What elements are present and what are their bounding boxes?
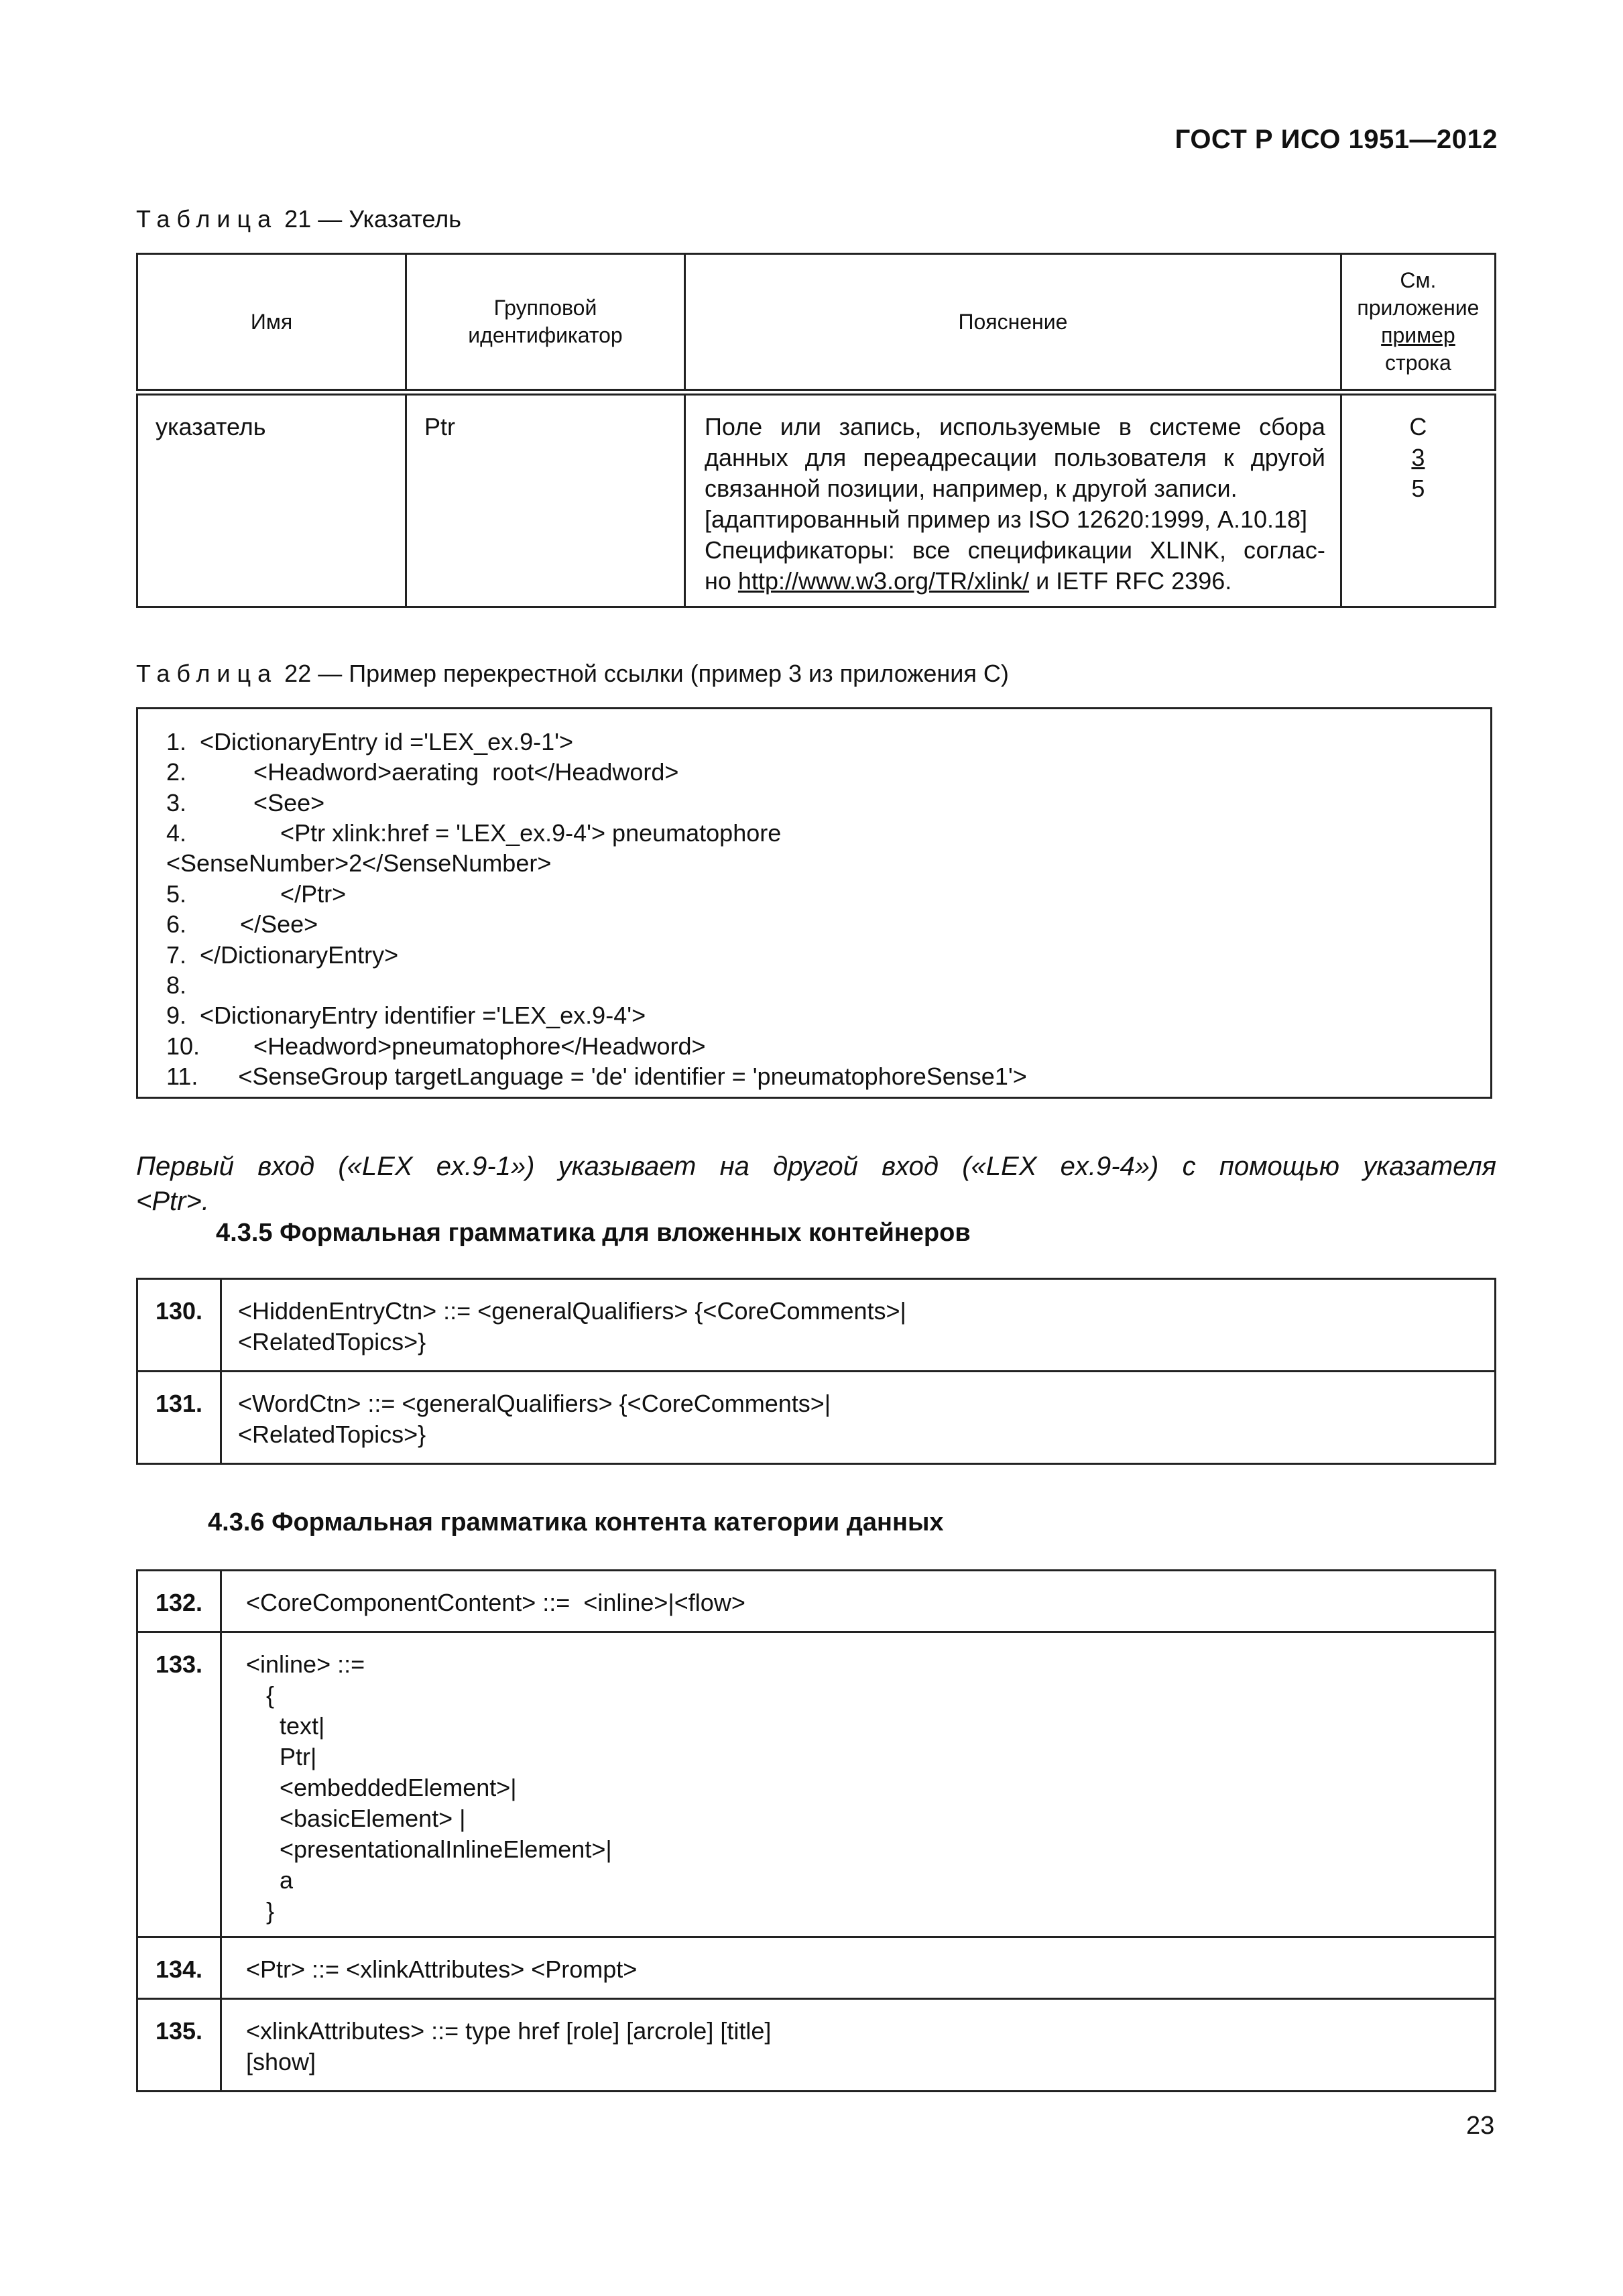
table-row xyxy=(137,392,1496,607)
section-heading-435: 4.3.5 Формальная грамматика для вложенных контейнеров xyxy=(216,1219,971,1247)
table-row xyxy=(137,1999,1496,2092)
explanation-line-last xyxy=(705,566,1325,597)
code-line: 7. </DictionaryEntry> xyxy=(166,941,399,969)
rule-number: 131. xyxy=(137,1372,221,1464)
table-row xyxy=(137,1279,1496,1372)
table21-cell-group-id: Ptr xyxy=(406,392,684,607)
grammar-table-435 xyxy=(136,1278,1496,1465)
explanation-line: [адаптированный пример из ISO 12620:1999, А.10.18] xyxy=(705,505,1308,533)
table21-col-see-4: строка xyxy=(1385,351,1451,375)
code-line: 10. <Headword>pneumatophore</Headword> xyxy=(166,1032,706,1060)
code-line: 8. xyxy=(166,971,187,999)
rule-number: 130. xyxy=(137,1279,221,1372)
rule-text: <inline> ::= { text| Ptr| <embeddedElement>| <basicElement> | <presentationalInlineElement>| a } xyxy=(221,1632,1496,1937)
table21-col-name: Имя xyxy=(137,254,406,393)
table-row xyxy=(137,1937,1496,1999)
section-heading-436: 4.3.6 Формальная грамматика контента категории данных xyxy=(208,1508,944,1536)
code-line: 5. </Ptr> xyxy=(166,880,347,908)
table-row xyxy=(137,1632,1496,1937)
table21-caption xyxy=(136,205,461,233)
explanation-line: связанной позиции, например, к другой записи. xyxy=(705,475,1238,502)
explanation-line: Спецификаторы: все спецификации XLINK, соглас- xyxy=(705,536,1325,564)
rule-number: 134. xyxy=(137,1937,221,1999)
table21 xyxy=(136,253,1496,608)
table21-caption-word: Таблица xyxy=(136,205,278,233)
table21-col-group-id-text: Групповой идентификатор xyxy=(468,296,623,347)
rule-text: <xlinkAttributes> ::= type href [role] [arcrole] [title] [show] xyxy=(221,1999,1496,2092)
table21-cell-name: указатель xyxy=(137,392,406,607)
paragraph-line-2: <Ptr>. xyxy=(136,1187,209,1216)
table21-col-see-3: пример xyxy=(1381,323,1455,347)
code-line: 9. <DictionaryEntry identifier ='LEX_ex.9-4'> xyxy=(166,1002,646,1029)
code-line: 2. <Headword>aerating root</Headword> xyxy=(166,758,679,786)
rule-text: <Ptr> ::= <xlinkAttributes> <Prompt> xyxy=(221,1937,1496,1999)
ref-example: 3 xyxy=(1411,444,1425,471)
table22-code-box xyxy=(136,707,1492,1099)
table21-header-row xyxy=(137,254,1496,393)
code-line: 1. <DictionaryEntry id ='LEX_ex.9-1'> xyxy=(166,728,574,756)
rule-text: <HiddenEntryCtn> ::= <generalQualifiers> {<CoreComments>| <RelatedTopics>} xyxy=(221,1279,1496,1372)
xlink-url-link[interactable]: http://www.w3.org/TR/xlink/ xyxy=(737,567,1030,595)
table22-caption xyxy=(136,660,1009,688)
ref-line: 5 xyxy=(1411,475,1425,502)
table-row xyxy=(137,1372,1496,1464)
explanation-suffix: и IETF RFC 2396. xyxy=(1029,567,1232,595)
rule-number: 135. xyxy=(137,1999,221,2092)
document-header: ГОСТ Р ИСО 1951—2012 xyxy=(1175,125,1498,154)
code-line: 4. <Ptr xlink:href = 'LEX_ex.9-4'> pneumatophore xyxy=(166,819,782,847)
explanation-prefix: но xyxy=(705,567,738,595)
table21-caption-text: 21 — Указатель xyxy=(284,205,462,233)
paragraph-line-1: Первый вход («LEX ex.9-1») указывает на другой вход («LEX ex.9-4») с помощью указателя xyxy=(136,1152,1496,1181)
table21-col-group-id xyxy=(406,254,684,393)
ref-annex: C xyxy=(1409,413,1427,440)
grammar-table-436 xyxy=(136,1569,1496,2092)
rule-number: 132. xyxy=(137,1571,221,1632)
explanation-line: Поле или запись, используемые в системе сбора xyxy=(705,413,1325,440)
code-line: 3. <See> xyxy=(166,789,325,817)
rule-text: <CoreComponentContent> ::= <inline>|<flow> xyxy=(221,1571,1496,1632)
table21-col-see-2: приложение xyxy=(1357,296,1480,320)
explanation-line: данных для переадресации пользователя к другой xyxy=(705,444,1325,471)
page-number: 23 xyxy=(1466,2112,1495,2140)
table22-caption-word: Таблица xyxy=(136,660,278,687)
table-row xyxy=(137,1571,1496,1632)
code-line: 11. <SenseGroup targetLanguage = 'de' identifier = 'pneumatophoreSense1'> xyxy=(166,1063,1027,1090)
code-line: <SenseNumber>2</SenseNumber> xyxy=(166,849,552,877)
table22-caption-text: 22 — Пример перекрестной ссылки (пример 3 из приложения С) xyxy=(284,660,1009,687)
rule-text: <WordCtn> ::= <generalQualifiers> {<CoreComments>| <RelatedTopics>} xyxy=(221,1372,1496,1464)
rule-number: 133. xyxy=(137,1632,221,1937)
code-line: 6. </See> xyxy=(166,910,318,938)
table21-cell-explanation xyxy=(685,392,1341,607)
table21-col-see-1: См. xyxy=(1400,268,1437,292)
table21-col-explanation: Пояснение xyxy=(685,254,1341,393)
table21-col-see-annex xyxy=(1341,254,1495,393)
table21-cell-see-annex xyxy=(1341,392,1495,607)
